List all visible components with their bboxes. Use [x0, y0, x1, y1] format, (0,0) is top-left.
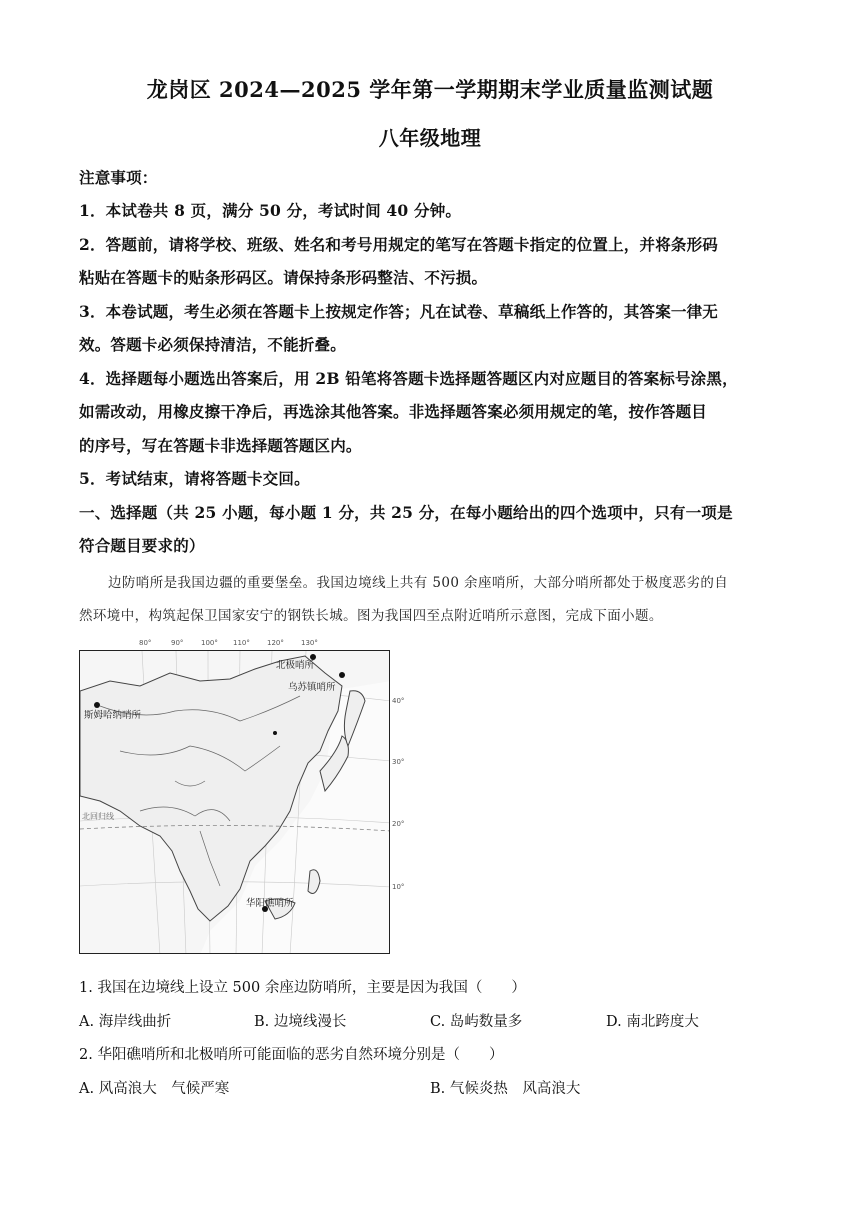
map-label-north: 北极哨所	[276, 660, 315, 671]
question-option: B. 气候炎热 风高浪大	[430, 1081, 581, 1097]
map-label-tropic: 北回归线	[82, 812, 114, 821]
map-drawing	[80, 651, 390, 954]
map-label-west: 斯姆哈纳哨所	[84, 710, 142, 721]
notice-item: 5．考试结束，请将答题卡交回。	[79, 469, 310, 488]
longitude-tick: 130°	[301, 639, 318, 647]
notice-item: 2．答题前，请将学校、班级、姓名和考号用规定的笔写在答题卡指定的位置上，并将条形码	[79, 235, 718, 254]
passage-text: 然环境中，构筑起保卫国家安宁的钢铁长城。图为我国四至点附近哨所示意图，完成下面小题。	[79, 608, 663, 624]
question-option: D. 南北跨度大	[606, 1014, 699, 1030]
notice-item: 1．本试卷共 8 页，满分 50 分，考试时间 40 分钟。	[79, 201, 462, 220]
section-heading-cont: 符合题目要求的）	[79, 536, 205, 555]
notice-item: 4．选择题每小题选出答案后，用 2B 铅笔将答题卡选择题答题区内对应题目的答案标号涂黑，	[79, 369, 738, 388]
notice-item: 效。答题卡必须保持清洁，不能折叠。	[79, 335, 346, 354]
map-label-east: 乌苏镇哨所	[288, 682, 336, 693]
question-option: A. 风高浪大 气候严寒	[79, 1081, 230, 1097]
longitude-tick: 110°	[233, 639, 250, 647]
longitude-tick: 90°	[171, 639, 184, 647]
notice-item: 的序号，写在答题卡非选择题答题区内。	[79, 436, 362, 455]
page-title: 龙岗区 2024—2025 学年第一学期期末学业质量监测试题	[146, 77, 714, 102]
section-heading: 一、选择题（共 25 小题，每小题 1 分，共 25 分，在每小题给出的四个选项中，只有一项是	[79, 503, 733, 522]
question-option: C. 岛屿数量多	[430, 1014, 523, 1030]
passage-text: 边防哨所是我国边疆的重要堡垒。我国边境线上共有 500 余座哨所，大部分哨所都处于极度恶劣的自	[108, 575, 729, 591]
notice-item: 3．本卷试题，考生必须在答题卡上按规定作答；凡在试卷、草稿纸上作答的，其答案一律无	[79, 302, 718, 321]
latitude-tick: 20°	[392, 820, 405, 828]
notice-item: 如需改动，用橡皮擦干净后，再选涂其他答案。非选择题答案必须用规定的笔，按作答题目	[79, 402, 708, 421]
longitude-tick: 80°	[139, 639, 152, 647]
notice-heading: 注意事项：	[79, 168, 158, 187]
map-label-south: 华阳礁哨所	[246, 898, 294, 909]
question-option: A. 海岸线曲折	[79, 1014, 172, 1030]
page-subtitle: 八年级地理	[378, 126, 482, 150]
latitude-tick: 30°	[392, 758, 405, 766]
latitude-tick: 40°	[392, 697, 405, 705]
question-option: B. 边境线漫长	[254, 1014, 347, 1030]
notice-item: 粘贴在答题卡的贴条形码区。请保持条形码整洁、不污损。	[79, 268, 488, 287]
question-stem: 2. 华阳礁哨所和北极哨所可能面临的恶劣自然环境分别是（ ）	[79, 1047, 504, 1063]
map-figure	[79, 650, 390, 954]
longitude-tick: 100°	[201, 639, 218, 647]
latitude-tick: 10°	[392, 883, 405, 891]
question-stem: 1. 我国在边境线上设立 500 余座边防哨所，主要是因为我国（ ）	[79, 980, 526, 996]
longitude-tick: 120°	[267, 639, 284, 647]
